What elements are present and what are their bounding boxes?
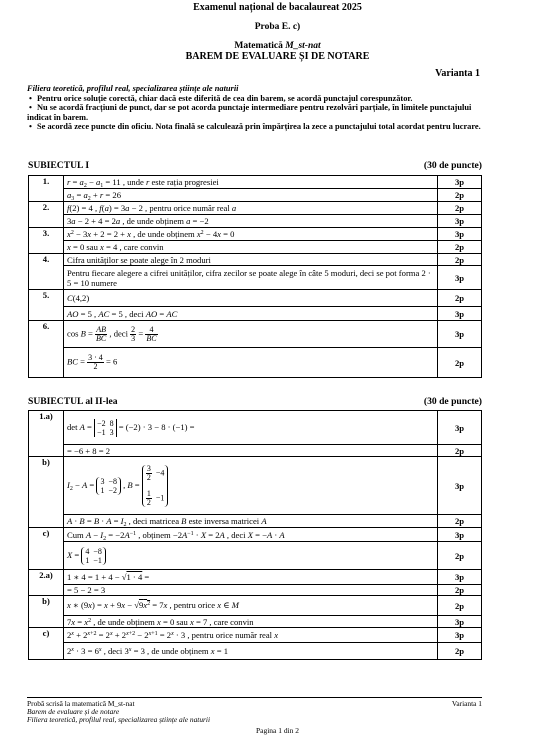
step-points: 2p	[438, 189, 482, 202]
instruction-2: • Nu se acordă fracțiuni de punct, dar se pot acorda punctaje intermediare pentru rezolvări parțiale, în limitele punctajului indicat în barem.	[27, 103, 482, 122]
item-number: 1.	[29, 176, 64, 202]
solution-step: = −6 + 8 = 2	[64, 445, 438, 457]
step-points: 3p	[438, 457, 482, 515]
step-points: 2p	[438, 643, 482, 660]
section-1-heading	[28, 160, 482, 171]
step-points: 3p	[438, 616, 482, 628]
item-number: 2.	[29, 202, 64, 228]
table-row	[29, 457, 482, 515]
table-row	[29, 528, 482, 542]
table-row	[29, 542, 482, 570]
solution-step: Pentru fiecare alegere a cifrei unităților, cifra zecilor se poate alege în câte 5 moduri, deci se pot forma 2 · 5 = 10 numere	[64, 266, 438, 290]
item-number: 5.	[29, 290, 64, 321]
table-row	[29, 515, 482, 528]
table-row	[29, 176, 482, 189]
table-row	[29, 445, 482, 457]
step-points: 3p	[438, 528, 482, 542]
footer-variant: Varianta 1	[451, 699, 482, 708]
solution-step: cos B = $\frac{AB}{BC}$ , deci $\frac{2}{3}$ = $\frac{4}{BC}$	[64, 321, 438, 348]
step-points: 2p	[438, 542, 482, 570]
solution-step: $a_3 = a_2 + r = 26$	[64, 189, 438, 202]
exam-title: Examenul național de bacalaureat 2025	[193, 2, 362, 13]
solution-step: x ∗ $(9x) = x + 9x - √9x^2 = 7x$ , pentru orice x ∈ M	[64, 596, 438, 616]
section-2-title: SUBIECTUL al II-lea	[28, 396, 118, 407]
item-number: b)	[29, 457, 64, 528]
step-points: 2p	[438, 348, 482, 378]
table-row	[29, 321, 482, 348]
step-points: 3p	[438, 266, 482, 290]
table-row	[29, 596, 482, 616]
table-row	[29, 215, 482, 228]
table-row	[29, 628, 482, 643]
page-number: Pagina 1 din 2	[255, 726, 300, 735]
proba-label: Proba E. c)	[254, 22, 301, 32]
step-points: 3p	[438, 411, 482, 445]
table-row	[29, 189, 482, 202]
solution-step: 3a − 2 + 4 = 2a , de unde obținem a = −2	[64, 215, 438, 228]
item-number: 1.a)	[29, 411, 64, 457]
item-number: c)	[29, 528, 64, 570]
table-row	[29, 228, 482, 241]
item-number: c)	[29, 628, 64, 660]
footer-line-2: Barem de evaluare și de notare	[27, 707, 120, 716]
solution-step: $x^2 - 3x + 2 = 2 + x$ , de unde obținem $x^2 - 4x = 0$	[64, 228, 438, 241]
solution-step: = 5 − 2 = 3	[64, 585, 438, 596]
step-points: 3p	[438, 215, 482, 228]
footer-line-1: Probă scrisă la matematică M_st-nat	[27, 699, 135, 708]
page-footer	[27, 697, 482, 724]
solution-step: x = 0 sau x = 4 , care convin	[64, 241, 438, 254]
step-points: 2p	[438, 202, 482, 215]
step-points: 3p	[438, 228, 482, 241]
filiera-line: Filiera teoretică, profilul real, specializarea științe ale naturii	[27, 84, 239, 93]
section-1-title: SUBIECTUL I	[28, 160, 90, 171]
step-points: 2p	[438, 515, 482, 528]
footer-line-3: Filiera teoretică, profilul real, specializarea științe ale naturii	[27, 715, 211, 724]
solution-step: $2^x \cdot 3 = 6^x$ , deci $3^x = 3$ , de unde obținem x = 1	[64, 643, 438, 660]
barem-title: BAREM DE EVALUARE ȘI DE NOTARE	[185, 51, 370, 62]
step-points: 3p	[438, 570, 482, 585]
table-row	[29, 307, 482, 321]
item-number: b)	[29, 596, 64, 628]
solution-step: 1 ∗ 4 = 1 + 4 − √1 · 4 =	[64, 570, 438, 585]
step-points: 2p	[438, 254, 482, 266]
solution-step: C(4,2)	[64, 290, 438, 307]
solution-step: $I_2 - A = 3 -8$ 1 −2 , B = $\frac{3}{2}$ −4 $\frac{1}{2}$ −1	[64, 457, 438, 515]
table-row	[29, 616, 482, 628]
table-row	[29, 241, 482, 254]
section-1-points: (30 de puncte)	[423, 160, 482, 171]
section-2-points: (30 de puncte)	[423, 396, 482, 407]
step-points: 3p	[438, 307, 482, 321]
table-row	[29, 570, 482, 585]
table-row	[29, 202, 482, 215]
step-points: 2p	[438, 290, 482, 307]
instruction-3: • Se acordă zece puncte din oficiu. Nota finală se calculează prin împărțirea la zece a punctajului total acordat pentru lucrare.	[27, 122, 482, 132]
step-points: 2p	[438, 445, 482, 457]
table-row	[29, 643, 482, 660]
step-points: 3p	[438, 176, 482, 189]
solution-step: $r = a_2 - a_1 = 11$ , unde r este rația progresiei	[64, 176, 438, 189]
solution-step: det A = −2 8 −1 3 = (−2) · 3 − 8 · (−1) =	[64, 411, 438, 445]
solution-step: $7x = x^2$ , de unde obținem x = 0 sau x = 7 , care convin	[64, 616, 438, 628]
section-1-table	[28, 175, 482, 378]
item-number: 3.	[29, 228, 64, 254]
table-row	[29, 348, 482, 378]
variant-label: Varianta 1	[435, 68, 480, 79]
step-points: 3p	[438, 628, 482, 643]
solution-step: Cifra unităților se poate alege în 2 moduri	[64, 254, 438, 266]
step-points: 3p	[438, 321, 482, 348]
solution-step: AO = 5 , AC = 5 , deci AO = AC	[64, 307, 438, 321]
step-points: 2p	[438, 241, 482, 254]
section-2-heading	[28, 396, 482, 407]
step-points: 2p	[438, 596, 482, 616]
table-row	[29, 290, 482, 307]
table-row	[29, 411, 482, 445]
solution-step: $A \cdot B = B \cdot A = I_2$ , deci matricea B este inversa matricei A	[64, 515, 438, 528]
solution-step: Cum $A - I_2 = -2A^{-1}$ , obținem $-2A^{-1} \cdot X = 2A$ , deci X = −A · A	[64, 528, 438, 542]
solution-step: BC = $\frac{3 \cdot 4}{2}$ = 6	[64, 348, 438, 378]
step-points: 2p	[438, 585, 482, 596]
table-row	[29, 254, 482, 266]
grading-instructions	[27, 84, 482, 132]
subject-label: Matematică M_st-nat	[234, 41, 321, 51]
item-number: 6.	[29, 321, 64, 378]
item-number: 2.a)	[29, 570, 64, 596]
table-row	[29, 585, 482, 596]
item-number: 4.	[29, 254, 64, 290]
table-row	[29, 266, 482, 290]
solution-step: X = 4 −8 1 −1	[64, 542, 438, 570]
solution-step: $2^x + 2^{x+2} = 2^x + 2^{x+2} - 2^{x+1} = 2^x \cdot 3$ , pentru orice număr real x	[64, 628, 438, 643]
section-2-table	[28, 410, 482, 660]
instruction-1: • Pentru orice soluție corectă, chiar dacă este diferită de cea din barem, se acordă punctajul corespunzător.	[27, 94, 482, 104]
solution-step: f(2) = 4 , f(a) = 3a − 2 , pentru orice număr real a	[64, 202, 438, 215]
